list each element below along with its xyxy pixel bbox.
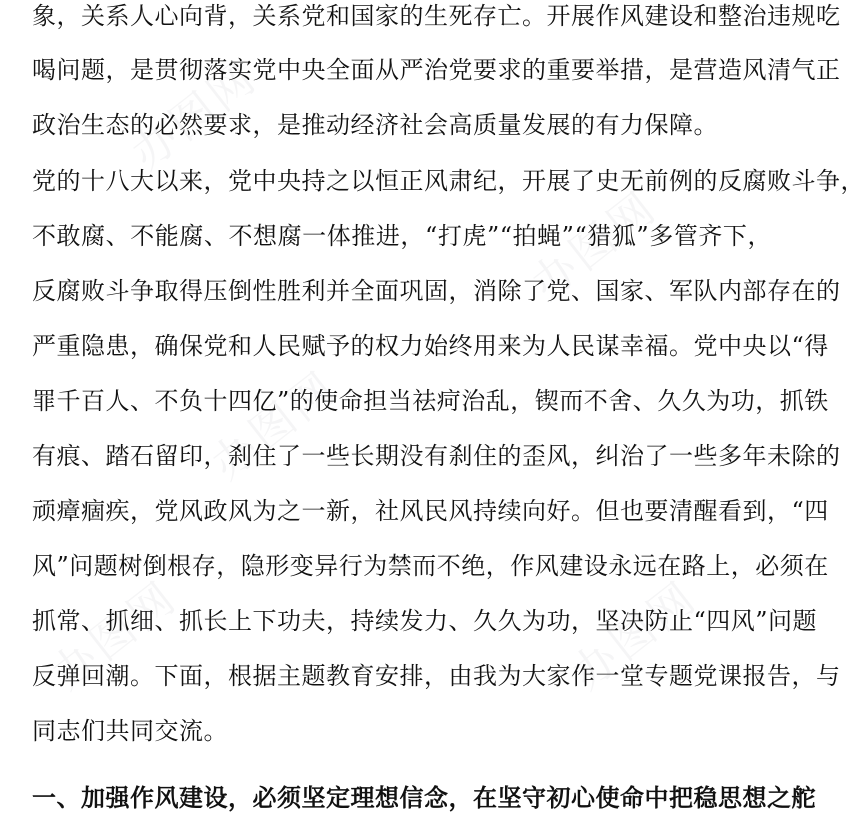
- watermark: 办图网: [562, 571, 708, 700]
- paragraph-line: 喝问题，是贯彻落实党中央全面从严治党要求的重要举措，是营造风清气正: [32, 56, 841, 84]
- paragraph-line: 同志们共同交流。: [32, 717, 228, 745]
- paragraph-line: 象，关系人心向背，关系党和国家的生死存亡。开展作风建设和整治违规吃: [32, 2, 841, 30]
- paragraph-line: 风”问题树倒根存，隐形变异行为禁而不绝，作风建设永远在路上，必须在: [32, 552, 829, 580]
- paragraph-line: 反弹回潮。下面，根据主题教育安排，由我为大家作一堂专题党课报告，与: [32, 662, 841, 690]
- watermark: 办图网: [522, 181, 668, 310]
- watermark: 办图网: [202, 361, 348, 490]
- paragraph-line: 政治生态的必然要求，是推动经济社会高质量发展的有力保障。: [32, 111, 718, 139]
- watermark: 办图网: [42, 571, 188, 700]
- paragraph-line: 罪千百人、不负十四亿”的使命担当祛疴治乱，锲而不舍、久久为功，抓铁: [32, 387, 829, 415]
- paragraph-line: 党的十八大以来，党中央持之以恒正风肃纪，开展了史无前例的反腐败斗争，: [32, 167, 865, 195]
- paragraph-line: 不敢腐、不能腐、不想腐一体推进，“打虎”“拍蝇”“猎狐”多管齐下，: [32, 222, 772, 250]
- section-heading: 一、加强作风建设，必须坚定理想信念，在坚守初心使命中把稳思想之舵: [32, 783, 816, 812]
- paragraph-line: 有痕、踏石留印，刹住了一些长期没有刹住的歪风，纠治了一些多年未除的: [32, 442, 841, 470]
- paragraph-line: 反腐败斗争取得压倒性胜利并全面巩固，消除了党、国家、军队内部存在的: [32, 277, 841, 305]
- watermark: 办图网: [122, 51, 268, 180]
- paragraph-line: 严重隐患，确保党和人民赋予的权力始终用来为人民谋幸福。党中央以“得: [32, 332, 829, 360]
- paragraph-line: 抓常、抓细、抓长上下功夫，持续发力、久久为功，坚决防止“四风”问题: [32, 607, 818, 635]
- paragraph-line: 顽瘴痼疾，党风政风为之一新，社风民风持续向好。但也要清醒看到，“四: [32, 497, 829, 525]
